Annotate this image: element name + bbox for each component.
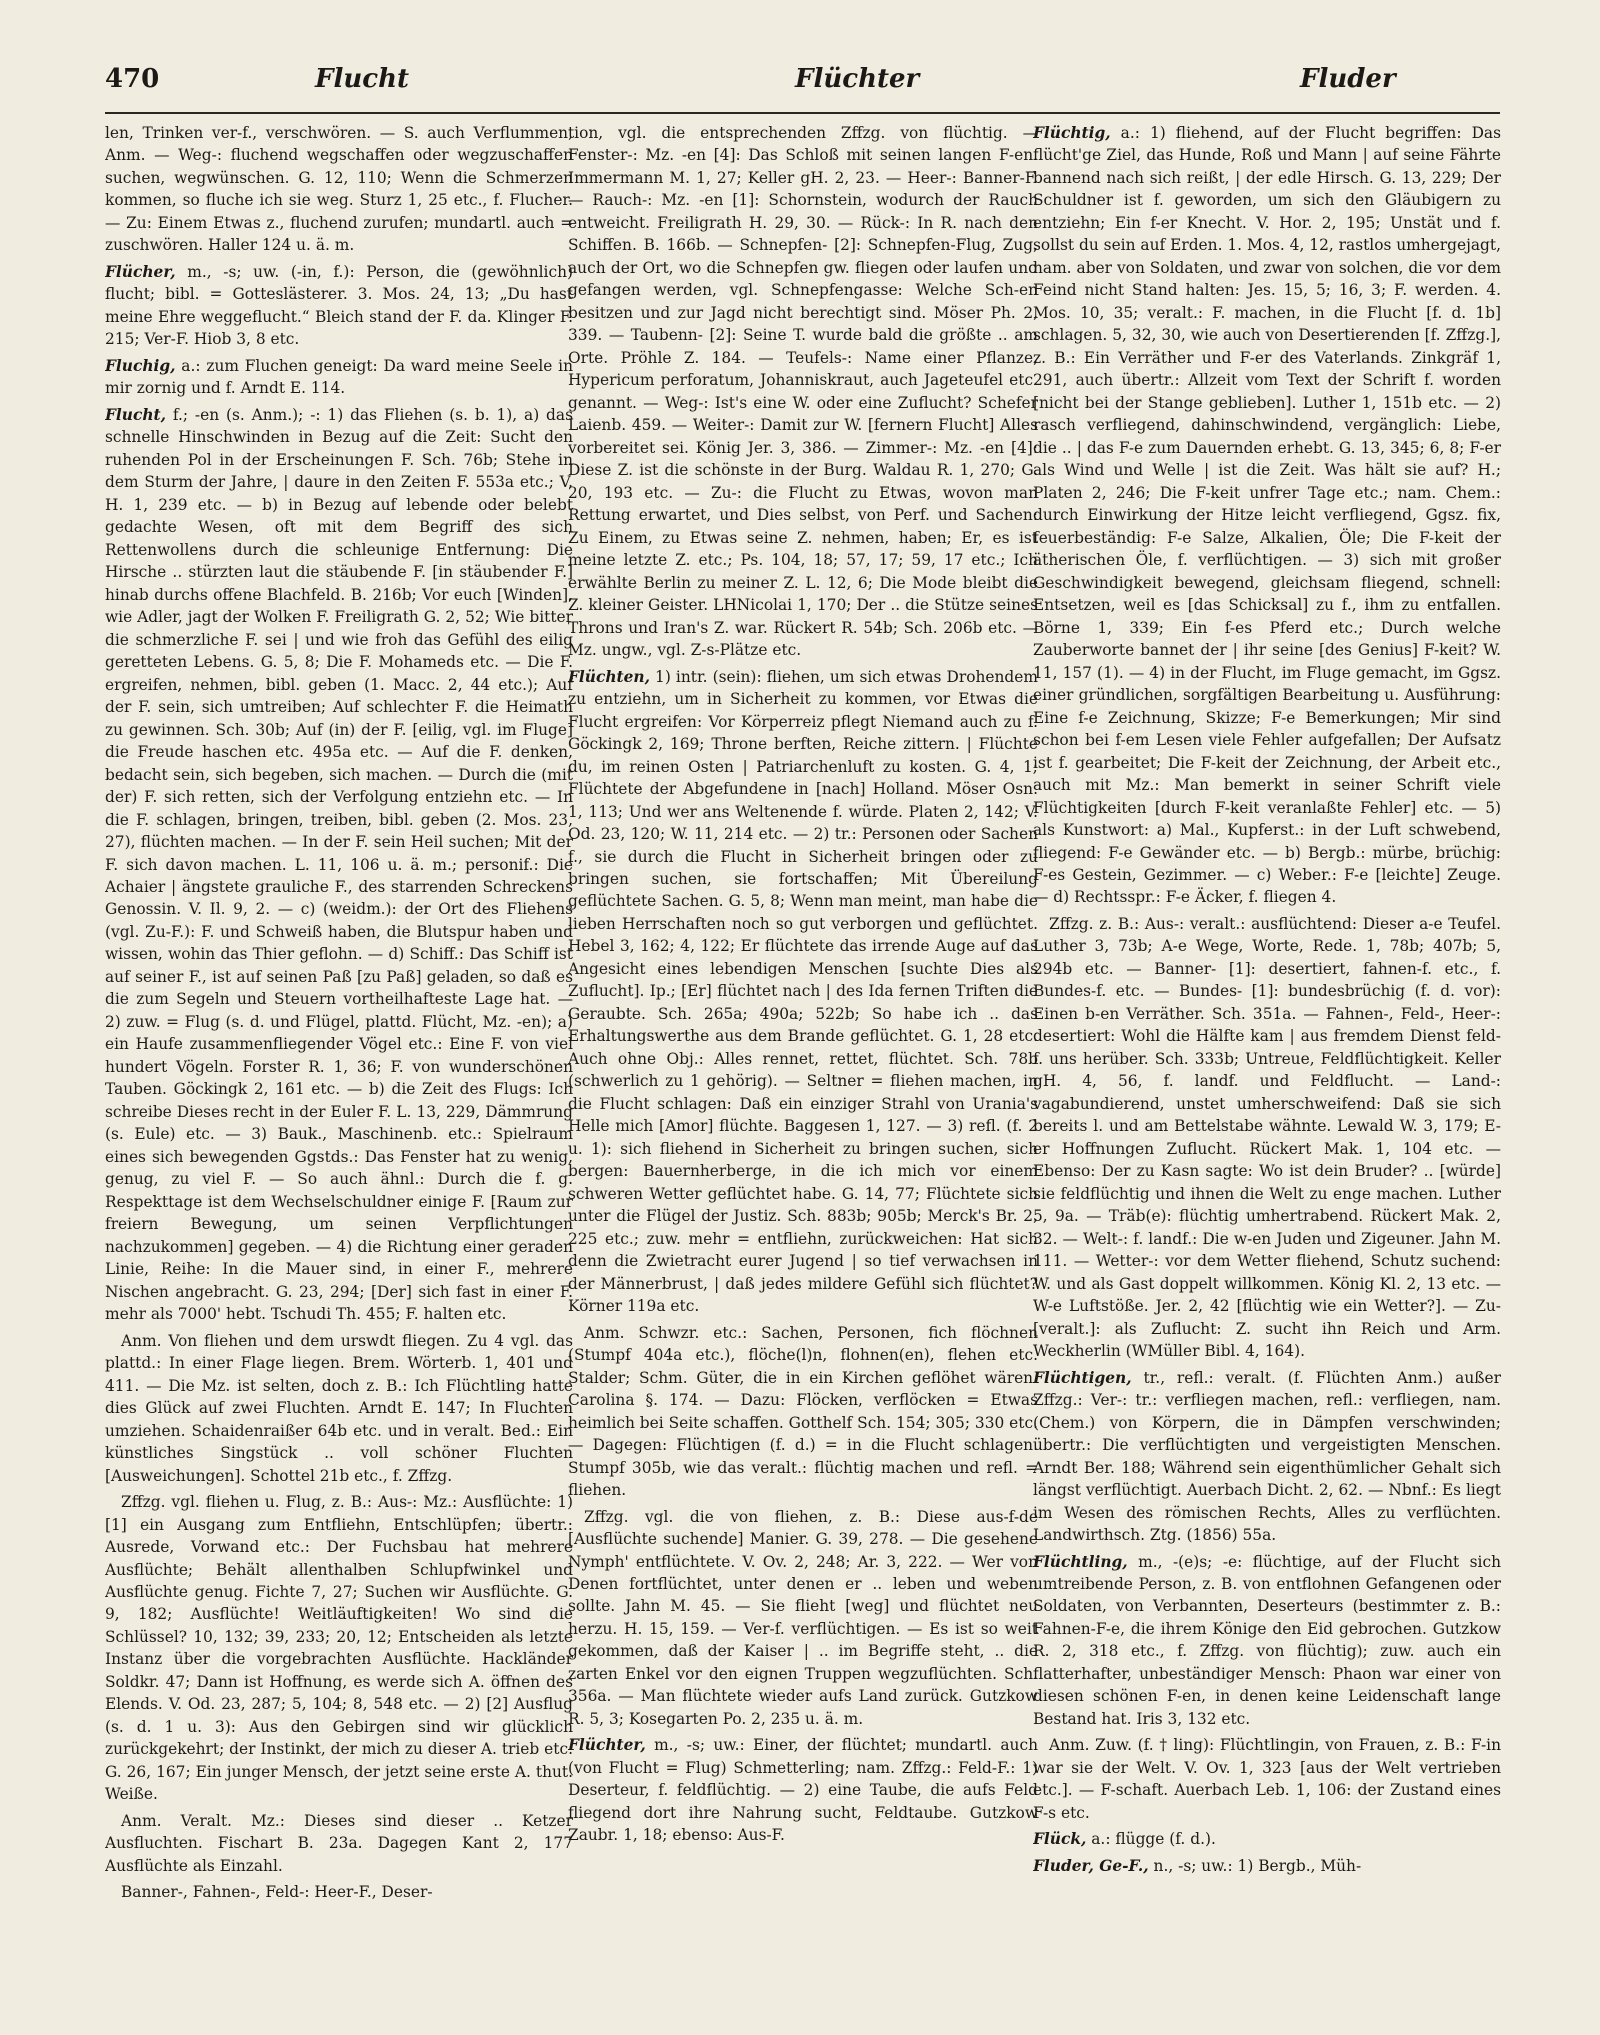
dictionary-entry: [568, 1734, 1038, 1846]
entry-headword: Flüchtling,: [1033, 1552, 1128, 1571]
entry-headword: Fluder, Ge-F.,: [1033, 1856, 1149, 1875]
entry-text: Zffzg. vgl. die von fliehen, z. B.: Diese aus-f-de [Ausflüchte suchende] Manier. G. 39, 278. — Die gesehene Nymph' entflüchtete. V. Ov. 2, 248; Ar. 3, 222. — Wer von Denen fortflüchtet, unter denen er .. leben und weben sollte. Jahn M. 45. — Sie flieht [weg] und flüchtet neu herzu. H. 15, 159. — Ver-f. verflüchtigen. — Es ist so weit gekommen, daß der Kaiser | .. im Begriffe steht, .. die zarten Enkel vor den eignen Truppen wegzuflüchten. Sch. 356a. — Man flüchtete wieder aufs Land zurück. Gutzkow R. 5, 3; Kosegarten Po. 2, 235 u. ä. m.: [568, 1507, 1038, 1728]
entry-text: m., -s; uw. (-in, f.): Person, die (gewöhnlich) flucht; bibl. = Gotteslästerer. 3. Mos. 24, 13; „Du hast meine Ehre weggeflucht.“ Bleich stand der F. da. Klinger F. 215; Ver-F. Hiob 3, 8 etc.: [105, 262, 573, 349]
entry-headword: Fluchig,: [105, 356, 176, 375]
entry-text: a.: 1) fliehend, auf der Flucht begriffen: Das flücht'ge Ziel, das Hunde, Roß und Mann | auf seine Fährte bannend nach sich reißt, | der edle Hirsch. G. 13, 229; Der Schuldner ist f. geworden, um sich den Gläubigern zu entziehn; Ein f-er Knecht. V. Hor. 2, 195; Unstät und f. sollst du sein auf Erden. 1. Mos. 4, 12, rastlos umhergejagt, nam. aber von Soldaten, und zwar von solchen, die vor dem Feind nicht Stand halten: Jes. 15, 5; 16, 3; F. werden. 4. Mos. 10, 35; veralt.: F. machen, in die Flucht [f. d. 1b] schlagen. 5, 32, 30, wie auch von Desertierenden [f. Zffzg.], z. B.: Ein Verräther und F-er des Vaterlands. Zinkgräf 1, 291, auch übertr.: Allzeit vom Text der Schrift f. worden [nicht bei der Stange geblieben]. Luther 1, 151b etc. — 2) rasch verfliegend, dahinschwindend, vergänglich: Liebe, die .. | das F-e zum Dauernden erhebt. G. 13, 345; 6, 8; F-er als Wind und Welle | ist die Zeit. Was hält sie auf? H.; Platen 2, 246; Die F-keit unfrer Tage etc.; nam. Chem.: durch Einwirkung der Hitze leicht verfliegend, Ggsz. fix, feuerbeständig: F-e Salze, Alkalien, Öle; Die F-keit der ätherischen Öle, f. verflüchtigen. — 3) sich mit großer Geschwindigkeit bewegend, gleichsam fliegend, schnell: Entsetzen, weil es [das Schicksal] zu f., ihm zu entfallen. Börne 1, 339; Ein f-es Pferd etc.; Durch welche Zauberworte bannet der | ihr seine [des Genius] F-keit? W. 11, 157 (1). — 4) in der Flucht, im Fluge gemacht, im Ggsz. einer gründlichen, sorgfältigen Bearbeitung u. Ausführung: Eine f-e Zeichnung, Skizze; F-e Bemerkungen; Mir sind schon bei f-em Lesen viele Fehler aufgefallen; Der Aufsatz ist f. gearbeitet; Die F-keit der Zeichnung, der Arbeit etc., auch mit Mz.: Man bemerkt in seiner Schrift viele Flüchtigkeiten [durch F-keit veranlaßte Fehler] etc. — 5) als Kunstwort: a) Mal., Kupferst.: in der Luft schwebend, fliegend: F-e Gewänder etc. — b) Bergb.: mürbe, brüchig: F-es Gestein, Gezimmer. — c) Weber.: F-e [leichte] Zeuge. — d) Rechtsspr.: F-e Äcker, f. fliegen 4.: [1033, 124, 1501, 907]
dictionary-entry: [105, 355, 573, 400]
entry-headword: Flück,: [1033, 1830, 1087, 1849]
dictionary-entry: [568, 1506, 1038, 1731]
dictionary-entry: [1033, 913, 1501, 1363]
dictionary-entry: [105, 261, 573, 351]
entry-text: Anm. Zuw. (f. † ling): Flüchtlingin, von Frauen, z. B.: F-in war sie der Welt. V. Ov. 1, 323 [aus der Welt vertrieben etc.]. — F-schaft. Auerbach Leb. 1, 106: der Zustand eines F-s etc.: [1033, 1736, 1501, 1822]
entry-text: f.; -en (s. Anm.); -: 1) das Fliehen (s. b. 1), a) das schnelle Hinschwinden in Bezug auf die Zeit: Sucht den ruhenden Pol in der Erscheinungen F. Sch. 76b; Stehe in dem Sturm der Jahre, | daure in den Zeiten F. 553a etc.; V. H. 1, 239 etc. — b) in Bezug auf lebende oder belebt gedachte Wesen, oft mit dem Begriff des sich Rettenwollens durch die schleunige Entfernung: Die Hirsche .. stürzten laut die stäubende F. [in stäubender F.] hinab durchs offene Blachfeld. B. 216b; Vor euch [Winden], wie Adler, jagt der Wolken F. Freiligrath G. 2, 52; Wie bitter die schmerzliche F. sei | und wie froh das Gefühl des eilig geretteten Lebens. G. 5, 8; Die F. Mohameds etc. — Die F. ergreifen, nehmen, bibl. geben (1. Macc. 2, 44 etc.); Auf der F. sein, sich umtreiben; Auf schlechter F. die Heimath zu gewinnen. Sch. 30b; Auf (in) der F. [eilig, vgl. im Fluge] die Freude haschen etc. 495a etc. — Auf die F. denken, bedacht sein, sich begeben, sich machen. — Durch die (mit der) F. sich retten, sich der Verfolgung entziehn etc. — In die F. schlagen, bringen, treiben, bibl. geben (2. Mos. 23, 27), flüchten machen. — In der F. sein Heil suchen; Mit der F. sich davon machen. L. 11, 106 u. ä. m.; personif.: Die Achaier | ängstete grauliche F., des starrenden Schreckens Genossin. V. Il. 9, 2. — c) (weidm.): der Ort des Fliehens (vgl. Zu-F.): F. und Schweiß haben, die Blutspur haben und wissen, wohin das Thier geflohn. — d) Schiff.: Das Schiff ist auf seiner F., ist auf seinen Paß [zu Paß] geladen, so daß es die zum Segeln und Steuern vortheilhafteste Lage hat. — 2) zuw. = Flug (s. d. und Flügel, plattd. Flücht, Mz. -en); a) ein Haufe zusammenfliegender Vögel etc.: Eine F. von viel hundert Vögeln. Forster R. 1, 36; F. von wunderschönen Tauben. Göckingk 2, 161 etc. — b) die Zeit des Flugs: Ich schreibe Dieses recht in der Euler F. L. 13, 229, Dämmrung (s. Eule) etc. — 3) Bauk., Maschinenb. etc.: Spielraum eines sich bewegenden Ggstds.: Das Fenster hat zu wenig, genug, zu viel F. — So auch ähnl.: Durch die f. g. Respekttage ist dem Wechselschuldner einige F. [Raum zur freiern Bewegung, um seinen Verpflichtungen nachzukommen] gegeben. — 4) die Richtung einer geraden Linie, Reihe: In die Mauer sind, in einer F., mehrere Nischen angebracht. G. 23, 294; [Der] sich fast in einer F. mehr als 7000' hebt. Tschudi Th. 455; F. halten etc.: [105, 405, 573, 1324]
entry-text: a.: zum Fluchen geneigt: Da ward meine Seele in mir zornig und f. Arndt E. 114.: [105, 356, 573, 398]
dictionary-entry: [1033, 1551, 1501, 1731]
entry-headword: Flücher,: [105, 262, 176, 281]
page-header: [105, 64, 1500, 104]
entry-text: m., -(e)s; -e: flüchtige, auf der Flucht sich umtreibende Person, z. B. von entflohnen Gefangenen oder Soldaten, von Verbannten, Deserteurs (bestimmter z. B.: Fahnen-F-e, die ihrem Könige den Eid gebrochen. Gutzkow R. 2, 318 etc., f. Zffzg. von flüchtig); zuw. auch ein flatterhafter, unbeständiger Mensch: Phaon war einer von diesen schönen F-en, in denen keine Leidenschaft lange Bestand hat. Iris 3, 132 etc.: [1033, 1552, 1501, 1728]
page-number: 470: [105, 64, 160, 94]
entry-text: 1) intr. (sein): fliehen, um sich etwas Drohendem zu entziehn, um in Sicherheit zu kommen, vor Etwas die Flucht ergreifen: Vor Körperreiz pflegt Niemand auch zu f. Göckingk 2, 169; Throne berften, Reiche zittern. | Flüchte du, im reinen Osten | Patriarchenluft zu kosten. G. 4, 1; Flüchtete der Abgefundene in [nach] Holland. Möser Osn. 1, 113; Und wer ans Weltenende f. würde. Platen 2, 142; V. Od. 23, 120; W. 11, 214 etc. — 2) tr.: Personen oder Sachen f., sie durch die Flucht in Sicherheit bringen oder zu bringen suchen, sie fortschaffen; Mit Übereilung geflüchtete Sachen. G. 5, 8; Wenn man meint, man habe die lieben Herrschaften noch so gut verborgen und geflüchtet. Hebel 3, 162; 4, 122; Er flüchtete das irrende Auge auf das Angesicht eines lebendigen Menschen [suchte Dies als Zuflucht]. Ip.; [Er] flüchtet nach | des Ida fernen Triften die Geraubte. Sch. 265a; 490a; 522b; So habe ich .. das Erhaltungswerthe aus dem Brande geflüchtet. G. 1, 28 etc. Auch ohne Obj.: Alles rennet, rettet, flüchtet. Sch. 78b (schwerlich zu 1 gehörig). — Seltner = fliehen machen, in die Flucht schlagen: Daß ein einziger Strahl von Urania's Helle mich [Amor] flüchte. Baggesen 1, 127. — 3) refl. (f. 2 u. 1): sich fliehend in Sicherheit zu bringen suchen, sich bergen: Bauernherberge, in die ich mich vor einem schweren Wetter geflüchtet habe. G. 14, 77; Flüchtete sich unter die Flügel der Justiz. Sch. 883b; 905b; Merck's Br. 2, 225 etc.; zuw. mehr = entfliehn, zurückweichen: Hat sich denn die Zwietracht eurer Jugend | so tief verwachsen in der Männerbrust, | daß jedes mildere Gefühl sich flüchtet? Körner 119a etc.: [568, 667, 1038, 1316]
entry-headword: Flüchtig,: [1033, 124, 1111, 142]
running-head-right: Fluder: [1300, 64, 1396, 94]
dictionary-entry: [1033, 1734, 1501, 1824]
column-1: [105, 122, 573, 2017]
dictionary-entry: [105, 122, 573, 257]
header-rule: [105, 112, 1500, 114]
entry-text: a.: flügge (f. d.).: [1086, 1830, 1216, 1849]
entry-headword: Flüchtigen,: [1033, 1368, 1132, 1387]
entry-text: Zffzg. vgl. fliehen u. Flug, z. B.: Aus-: Mz.: Ausflüchte: 1) [1] ein Ausgang zum Entfliehn, Entschlüpfen; übertr.: Ausrede, Vorwand etc.: Der Fuchsbau hat mehrere Ausflüchte; Behält allenthalben Schlupfwinkel und Ausflüchte genug. Fichte 7, 27; Suchen wir Ausflüchte. G. 9, 182; Ausflüchte! Weitläuftigkeiten! Wo sind die Schlüssel? 10, 132; 39, 233; 20, 12; Entscheiden als letzte Instanz über die vorgebrachten Ausflüchte. Hackländer Soldkr. 47; Dann ist Hoffnung, es werde sich A. öffnen des Elends. V. Od. 23, 287; 5, 104; 8, 548 etc. — 2) [2] Ausflug (s. d. 1 u. 3): Aus den Gebirgen sind wir glücklich zurückgekehrt; der Instinkt, der mich zu dieser A. trieb etc. G. 26, 167; Ein junger Mensch, der jetzt seine erste A. thut. Weiße.: [105, 1493, 573, 1804]
entry-text: n., -s; uw.: 1) Bergb., Müh-: [1148, 1856, 1362, 1875]
dictionary-entry: [568, 122, 1038, 662]
entry-headword: Flucht,: [105, 405, 166, 424]
dictionary-entry: [1033, 1828, 1501, 1850]
entry-text: Zffzg. z. B.: Aus-: veralt.: ausflüchtend: Dieser a-e Teufel. Luther 3, 73b; A-e Wege, Worte, Rede. 1, 78b; 407b; 5, 294b etc. — Banner- [1]: desertiert, fahnen-f. etc., f. Bundes-f. etc. — Bundes- [1]: bundesbrüchig (f. d. vor): Einen b-en Verräther. Sch. 351a. — Fahnen-, Feld-, Heer-: desertiert: Wohl die Hälfte kam | aus fremdem Dienst feld-f. uns herüber. Sch. 333b; Untreue, Feldflüchtigkeit. Keller gH. 4, 56, f. landf. und Feldflucht. — Land-: vagabundierend, unstet umherschweifend: Daß sie sich bereits l. und am Bettelstabe wähnte. Lewald W. 3, 179; E-er Hoffnungen Zuflucht. Rückert Mak. 1, 104 etc. — Ebenso: Der zu Kasn sagte: Wo ist dein Bruder? .. [würde] sie feldflüchtig und ihnen die Welt zu enge machen. Luther 5, 9a. — Träb(e): flüchtig umhertrabend. Rückert Mak. 2, 32. — Welt-: f. landf.: Die w-en Juden und Zigeuner. Jahn M. 111. — Wetter-: vor dem Wetter fliehend, Schutz suchend: W. und als Gast doppelt willkommen. König Kl. 2, 13 etc. — W-e Luftstöße. Jer. 2, 42 [flüchtig wie ein Wetter?]. — Zu- [veralt.]: als Zuflucht: Z. sucht ihn Reich und Arm. Weckherlin (WMüller Bibl. 4, 164).: [1033, 914, 1501, 1361]
dictionary-entry: [105, 1491, 573, 1806]
dictionary-entry: [1033, 1855, 1501, 1877]
entry-text: tion, vgl. die entsprechenden Zffzg. von flüchtig. — Fenster-: Mz. -en [4]: Das Schloß mit seinen langen F-en. Immermann M. 1, 27; Keller gH. 2, 23. — Heer-: Banner-F. — Rauch-: Mz. -en [1]: Schornstein, wodurch der Rauch entweicht. Freiligrath H. 29, 30. — Rück-: In R. nach den Schiffen. B. 166b. — Schnepfen- [2]: Schnepfen-Flug, Zug, auch der Ort, wo die Schnepfen gw. fliegen oder laufen und gefangen werden, vgl. Schnepfengasse: Welche Sch-en besitzen und zur Jagd nicht berechtigt sind. Möser Ph. 2, 339. — Taubenn- [2]: Seine T. wurde bald die größte .. am Orte. Pröhle Z. 184. — Teufels-: Name einer Pflanze, Hypericum perforatum, Johanniskraut, auch Jageteufel etc. genannt. — Weg-: Ist's eine W. oder eine Zuflucht? Schefer Laienb. 459. — Weiter-: Damit zur W. [fernern Flucht] Alles vorbereitet sei. König Jer. 3, 386. — Zimmer-: Mz. -en [4]: Diese Z. ist die schönste in der Burg. Waldau R. 1, 270; G. 20, 193 etc. — Zu-: die Flucht zu Etwas, wovon man Rettung erwartet, und Dies selbst, von Perf. und Sachen: Zu Einem, zu Etwas seine Z. nehmen, haben; Er, es ist meine letzte Z. etc.; Ps. 104, 18; 57, 17; 59, 17 etc.; Ich erwählte Berlin zu meiner Z. L. 12, 6; Die Mode bleibt die Z. kleiner Geister. LHNicolai 1, 170; Der .. die Stütze seines Throns und Iran's Z. war. Rückert R. 54b; Sch. 206b etc. — Mz. ungw., vgl. Z-s-Plätze etc.: [568, 124, 1038, 660]
column-3: [1033, 122, 1501, 2017]
entry-text: len, Trinken ver-f., verschwören. — S. auch Verflummen, Anm. — Weg-: fluchend wegschaffen oder wegzuschaffen suchen, wegwünschen. G. 12, 110; Wenn die Schmerzen kommen, so fluche ich sie weg. Sturz 1, 25 etc., f. Flucher. — Zu: Einem Etwas z., fluchend zurufen; mundartl. auch = zuschwören. Haller 124 u. ä. m.: [105, 124, 573, 255]
entry-text: Banner-, Fahnen-, Feld-: Heer-F., Deser-: [121, 1883, 433, 1902]
dictionary-entry: [1033, 1367, 1501, 1547]
column-2: [568, 122, 1038, 2017]
entry-text: Anm. Von fliehen und dem urswdt fliegen. Zu 4 vgl. das plattd.: In einer Flage liegen. Brem. Wörterb. 1, 401 und 411. — Die Mz. ist selten, doch z. B.: Ich Flüchtling hatte dies Glück auf zwei Fluchten. Arndt E. 147; In Fluchten umziehen. Schaidenraißer 64b etc. und in veralt. Bed.: Ein künstliches Singstück .. voll schöner Fluchten [Ausweichungen]. Schottel 21b etc., f. Zffzg.: [105, 1331, 573, 1485]
dictionary-entry: [105, 1881, 573, 1903]
dictionary-entry: [105, 404, 573, 1326]
running-head-left: Flucht: [315, 64, 409, 94]
running-head-center: Flüchter: [795, 64, 920, 94]
dictionary-entry: [568, 1322, 1038, 1502]
entry-text: Anm. Schwzr. etc.: Sachen, Personen, fich flöchnen (Stumpf 404a etc.), flöche(l)n, flohnen(en), flehen etc. Stalder; Schm. Güter, die in ein Kirchen geflöhet wären. Carolina §. 174. — Dazu: Flöcken, verflöcken = Etwas heimlich bei Seite schaffen. Gotthelf Sch. 154; 305; 330 etc. — Dagegen: Flüchtigen (f. d.) = in die Flucht schlagen. Stumpf 305b, wie das veralt.: flüchtig machen und refl. = fliehen.: [568, 1323, 1038, 1500]
dictionary-entry: [105, 1330, 573, 1487]
dictionary-entry: [568, 666, 1038, 1318]
dictionary-entry: [105, 1810, 573, 1877]
entry-text: tr., refl.: veralt. (f. Flüchten Anm.) außer Zffzg.: Ver-: tr.: verfliegen machen, refl.: verfliegen, nam. (Chem.) von Körpern, die in Dämpfen verschwinden; übertr.: Die verflüchtigten und vergeistigten Menschen. Arndt Ber. 188; Während sein eigenthümlicher Gehalt sich längst verflüchtigt. Auerbach Dicht. 2, 62. — Nbnf.: Es liegt im Wesen des römischen Rechts, Alles zu verflüchten. Landwirthsch. Ztg. (1856) 55a.: [1033, 1368, 1501, 1545]
entry-text: Anm. Veralt. Mz.: Dieses sind dieser .. Ketzer Ausfluchten. Fischart B. 23a. Dagegen Kant 2, 177 Ausflüchte als Einzahl.: [105, 1811, 573, 1875]
dictionary-entry: [1033, 122, 1501, 909]
entry-text: m., -s; uw.: Einer, der flüchtet; mundartl. auch (von Flucht = Flug) Schmetterling; nam. Zffzg.: Feld-F.: 1) Deserteur, f. feldflüchtig. — 2) eine Taube, die aufs Feld fliegend dort ihre Nahrung sucht, Feldtaube. Gutzkow Zaubr. 1, 18; ebenso: Aus-F.: [568, 1736, 1038, 1845]
entry-headword: Flüchten,: [568, 667, 650, 686]
entry-headword: Flüchter,: [568, 1736, 646, 1755]
